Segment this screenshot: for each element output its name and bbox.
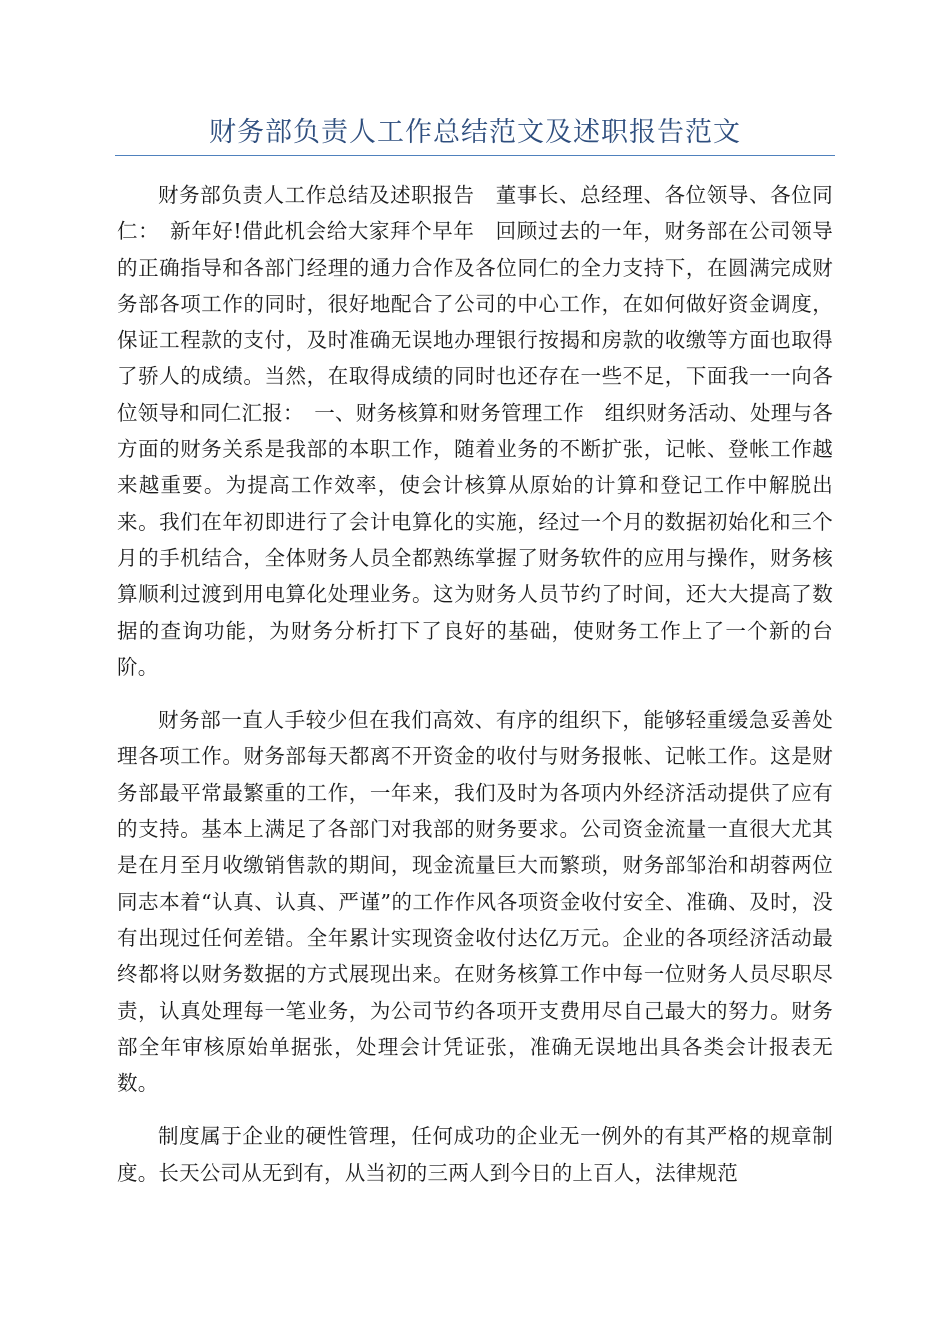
paragraph-3: 制度属于企业的硬性管理，任何成功的企业无一例外的有其严格的规章制度。长天公司从无到有，从当初的三两人到今日的上百人，法律规范 [117, 1124, 833, 1185]
title-underline [115, 155, 835, 156]
paragraph-2: 财务部一直人手较少但在我们高效、有序的组织下，能够轻重缓急妥善处理各项工作。财务部每天都离不开资金的收付与财务报帐、记帐工作。这是财务部最平常最繁重的工作，一年来，我们及时为各项内外经济活动提供了应有的支持。基本上满足了各部门对我部的财务要求。公司资金流量一直很大尤其是在月至月收缴销售款的期间，现金流量巨大而繁琐，财务部邹治和胡蓉两位同志本着“认真、认真、严谨”的工作作风各项资金收付安全、准确、及时，没有出现过任何差错。全年累计实现资金收付达亿万元。企业的各项经济活动最终都将以财务数据的方式展现出来。在财务核算工作中每一位财务人员尽职尽责，认真处理每一笔业务，为公司节约各项开支费用尽自己最大的努力。财务部全年审核原始单据张，处理会计凭证张，准确无误地出具各类会计报表无数。 [117, 708, 833, 1096]
document-body [117, 177, 833, 1208]
document-title: 财务部负责人工作总结范文及述职报告范文 [209, 117, 741, 148]
paragraph-1: 财务部负责人工作总结及述职报告 董事长、总经理、各位领导、各位同仁： 新年好!借此机会给大家拜个早年 回顾过去的一年，财务部在公司领导的正确指导和各部门经理的通力合作及各位同仁的全力支持下，在圆满完成财务部各项工作的同时，很好地配合了公司的中心工作，在如何做好资金调度，保证工程款的支付，及时准确无误地办理银行按揭和房款的收缴等方面也取得了骄人的成绩。当然，在取得成绩的同时也还存在一些不足，下面我一一向各位领导和同仁汇报： 一、财务核算和财务管理工作 组织财务活动、处理与各方面的财务关系是我部的本职工作，随着业务的不断扩张，记帐、登帐工作越来越重要。为提高工作效率，使会计核算从原始的计算和登记工作中解脱出来。我们在年初即进行了会计电算化的实施，经过一个月的数据初始化和三个月的手机结合，全体财务人员全都熟练掌握了财务软件的应用与操作，财务核算顺利过渡到用电算化处理业务。这为财务人员节约了时间，还大大提高了数据的查询功能，为财务分析打下了良好的基础，使财务工作上了一个新的台阶。 [117, 183, 833, 679]
